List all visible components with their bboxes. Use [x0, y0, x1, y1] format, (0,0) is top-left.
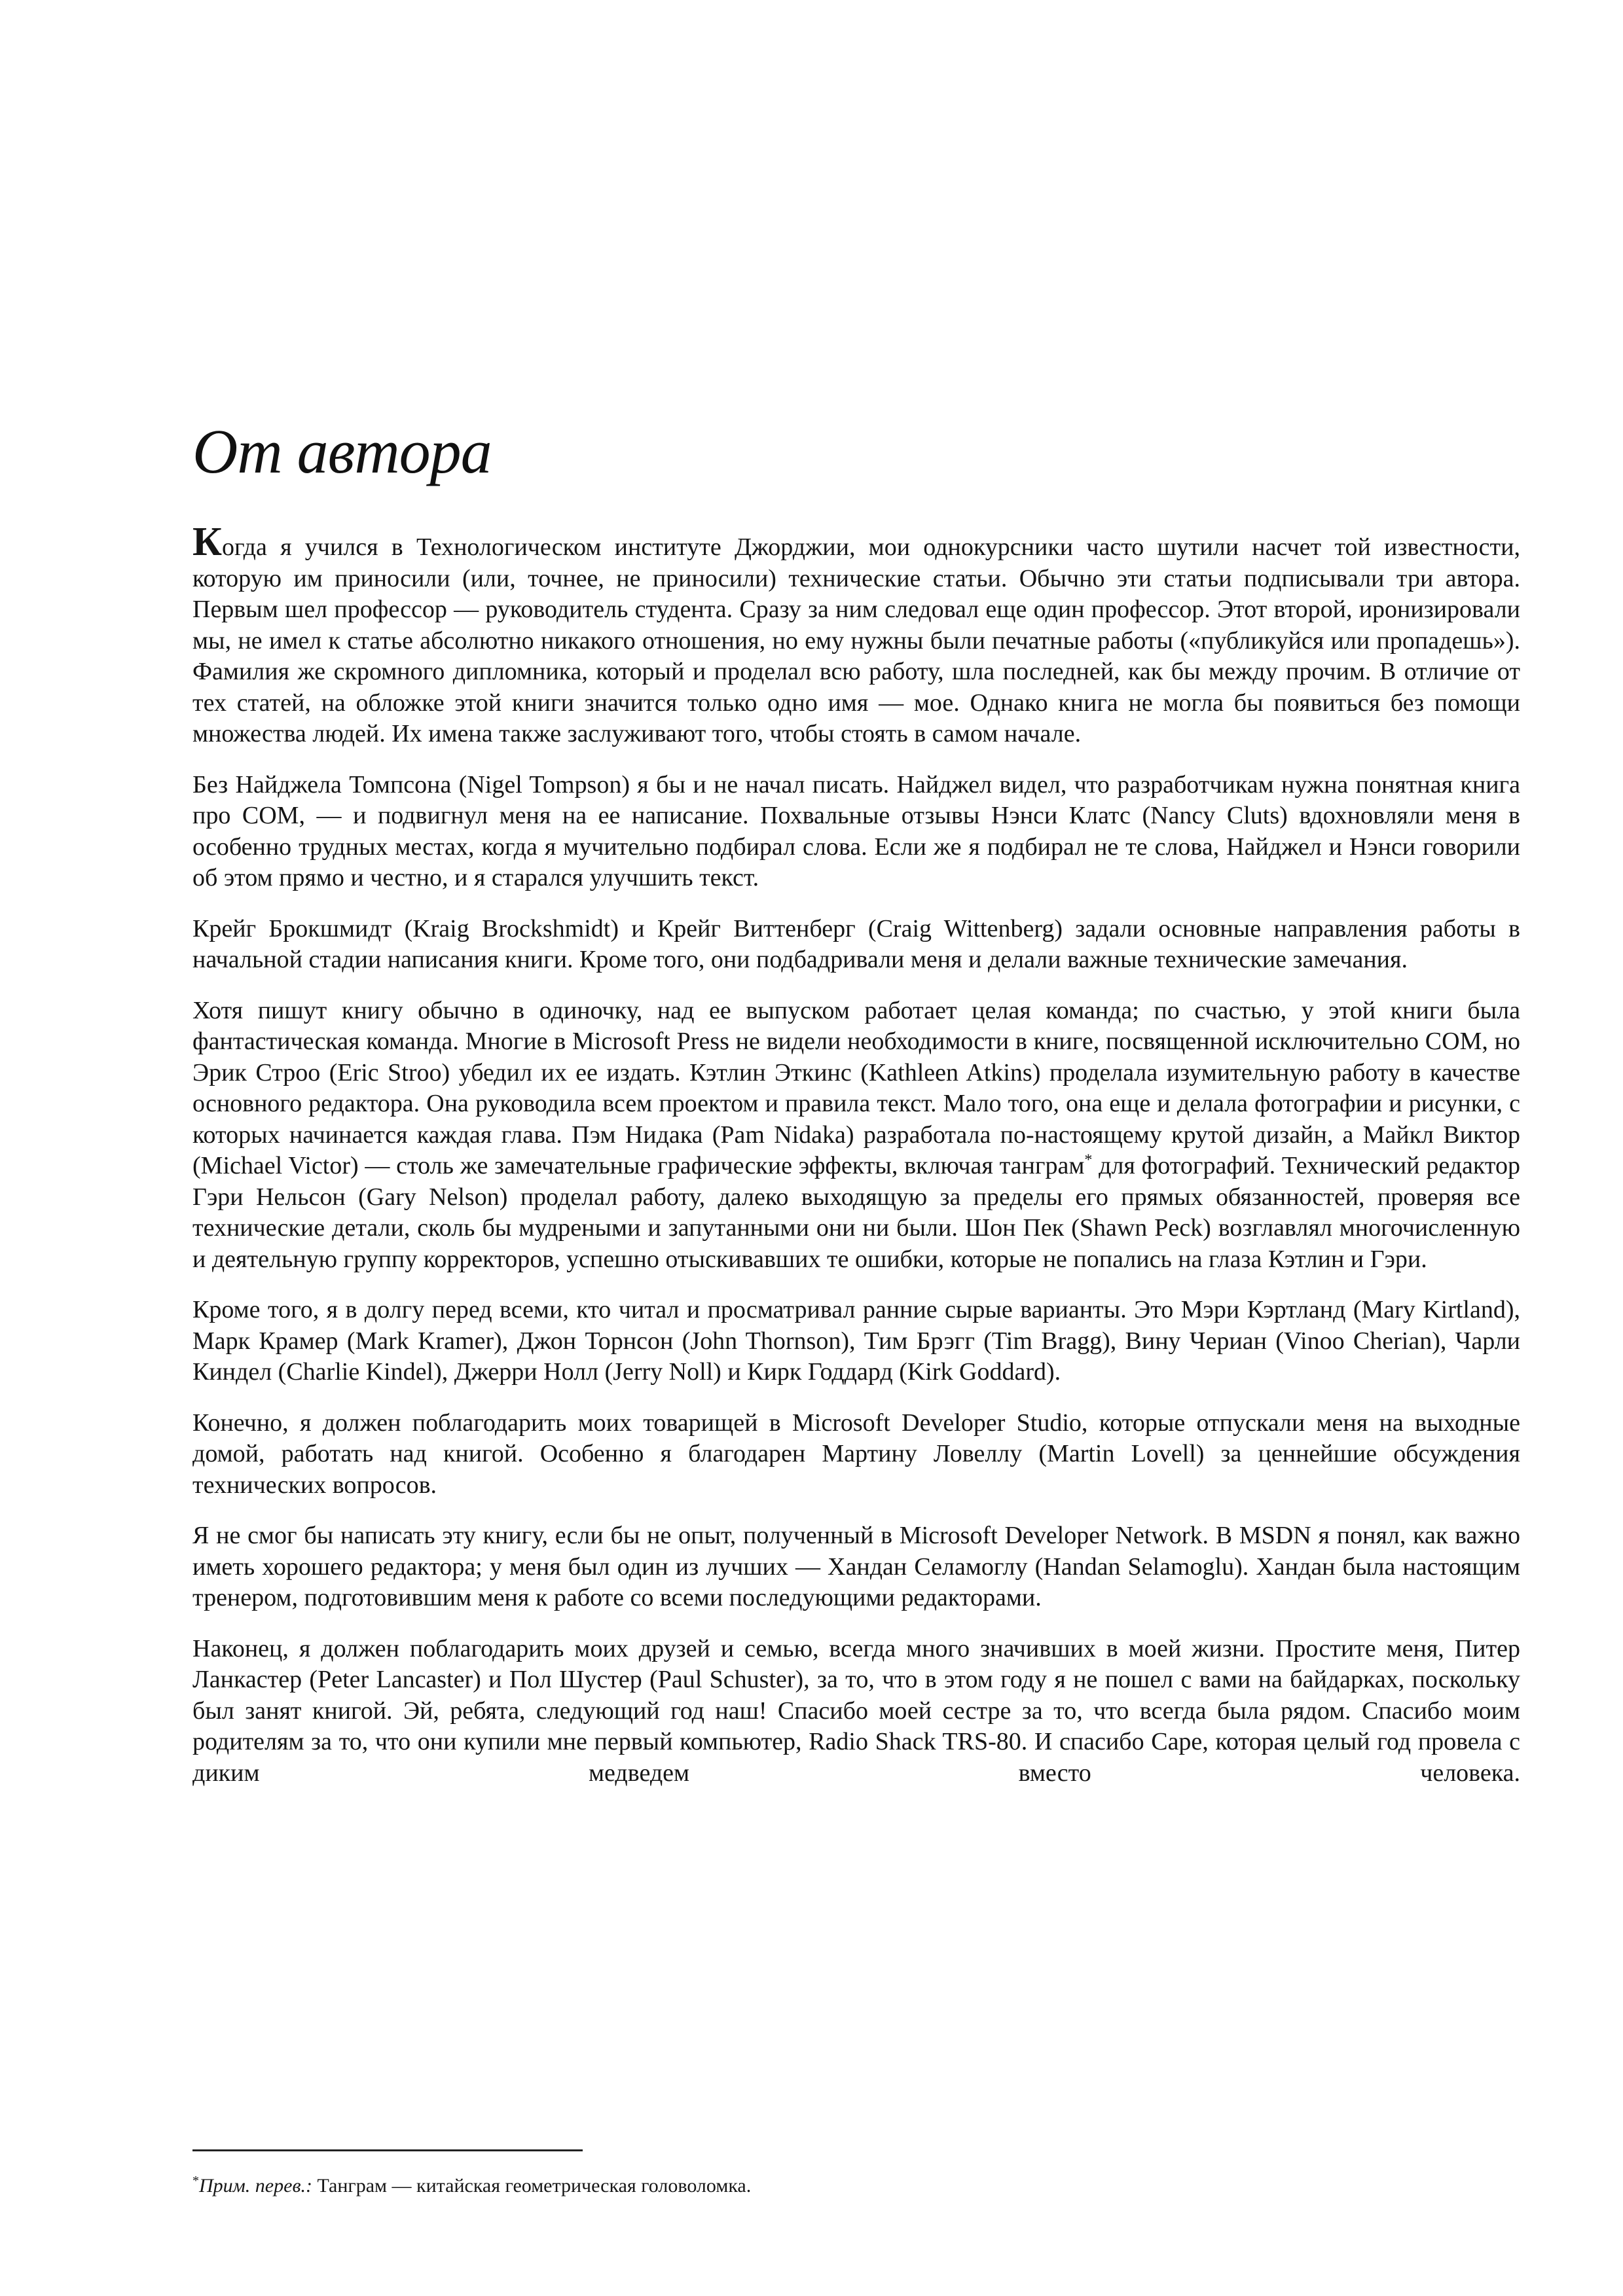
paragraph-team-text-2: для фотографий. Технический редактор Гэри Нельсон (Gary Nelson) проделал работу, далеко выходящую за пределы его прямых обязанностей, проверяя все технические детали, сколь бы мудреными и запутанными они ни были. Шон Пек (Shawn Peck) возглавлял многочисленную и деятельную группу корректоров, успешно отыскивавших те ошибки, которые не попались на глаза Кэтлин и Гэри.	[192, 1152, 1520, 1273]
footnote-reference[interactable]: *	[1084, 1151, 1093, 1169]
paragraph-reviewers: Кроме того, я в долгу перед всеми, кто читал и просматривал ранние сырые варианты. Это Мэри Кэртланд (Mary Kirtland), Марк Крамер (Mark Kramer), Джон Торнсон (John Thornson), Тим Брэгг (Tim Bragg), Вину Чериан (Vinoo Cherian), Чарли Киндел (Charlie Kindel), Джерри Нолл (Jerry Noll) и Кирк Годдард (Kirk Goddard).	[192, 1296, 1520, 1386]
paragraph-intro	[192, 520, 1520, 750]
paragraph-kraig: Крейг Брокшмидт (Kraig Brockshmidt) и Крейг Виттенберг (Craig Wittenberg) задали основные направления работы в начальной стадии написания книги. Кроме того, они подбадривали меня и делали важные технические замечания.	[192, 914, 1520, 973]
paragraph-nigel: Без Найджела Томпсона (Nigel Tompson) я бы и не начал писать. Найджел видел, что разработчикам нужна понятная книга про COM, — и подвигнул меня на ее написание. Похвальные отзывы Нэнси Клатс (Nancy Cluts) вдохновляли меня в особенно трудных местах, когда я мучительно подбирал слова. Если же я подбирал не те слова, Найджел и Нэнси говорили об этом прямо и честно, и я старался улучшить текст.	[192, 770, 1520, 891]
footnote-label: Прим. перев.:	[199, 2175, 312, 2197]
paragraph-devstudio: Конечно, я должен поблагодарить моих товарищей в Microsoft Developer Studio, которые отпускали меня на выходные домой, работать над книгой. Особенно я благодарен Мартину Ловеллу (Martin Lovell) за ценнейшие обсуждения технических вопросов.	[192, 1408, 1520, 1499]
paragraph-msdn: Я не смог бы написать эту книгу, если бы не опыт, полученный в Microsoft Developer Network. В MSDN я понял, как важно иметь хорошего редактора; у меня был один из лучших — Хандан Селамоглу (Handan Selamoglu). Хандан была настоящим тренером, подготовившим меня к работе со всеми последующими редакторами.	[192, 1522, 1520, 1611]
footnote-divider	[192, 2149, 583, 2151]
paragraph-family: Наконец, я должен поблагодарить моих друзей и семью, всегда много значивших в моей жизни. Простите меня, Питер Ланкастер (Peter Lancaster) и Пол Шустер (Paul Schuster), за то, что в этом году я не пошел с вами на байдарках, поскольку был занят книгой. Эй, ребята, следующий год наш! Спасибо моей сестре за то, что всегда была рядом. Спасибо моим родителям за то, что они купили мне первый компьютер, Radio Shack TRS-80. И спасибо Саре, которая целый год провела с диким медведем вместо человека.	[192, 1634, 1520, 1787]
drop-cap: К	[192, 520, 222, 564]
paragraph-team	[192, 996, 1520, 1276]
footnote	[192, 2173, 751, 2199]
body-text	[192, 520, 1520, 1808]
chapter-title: От автора	[192, 416, 492, 486]
paragraph-intro-text: огда я учился в Технологическом институте Джорджии, мои однокурсники часто шутили насчет той известности, которую им приносили (или, точнее, не приносили) технические статьи. Обычно эти статьи подписывали три автора. Первым шел профессор — руководитель студента. Сразу за ним следовал еще один профессор. Этот второй, иронизировали мы, не имел к статье абсолютно никакого отношения, но ему нужны были печатные работы («публикуйся или пропадешь»). Фамилия же скромного дипломника, который и проделал всю работу, шла последней, как бы между прочим. В отличие от тех статей, на обложке этой книги значится только одно имя — мое. Однако книга не могла бы появиться без помощи множества людей. Их имена также заслуживают того, чтобы стоять в самом начале.	[192, 533, 1520, 747]
footnote-text: Танграм — китайская геометрическая головоломка.	[312, 2175, 752, 2197]
paragraph-team-text-1: Хотя пишут книгу обычно в одиночку, над ее выпуском работает целая команда; по счастью, у этой книги была фантастическая команда. Многие в Microsoft Press не видели необходимости в книге, посвященной исключительно COM, но Эрик Строо (Eric Stroo) убедил их ее издать. Кэтлин Эткинс (Kathleen Atkins) проделала изумительную работу в качестве основного редактора. Она руководила всем проектом и правила текст. Мало того, она еще и делала фотографии и рисунки, с которых начинается каждая глава. Пэм Нидака (Pam Nidaka) разработала по-настоящему крутой дизайн, а Майкл Виктор (Michael Victor) — столь же замечательные графические эффекты, включая танграм	[192, 996, 1520, 1179]
footnote-mark: *	[192, 2174, 199, 2188]
